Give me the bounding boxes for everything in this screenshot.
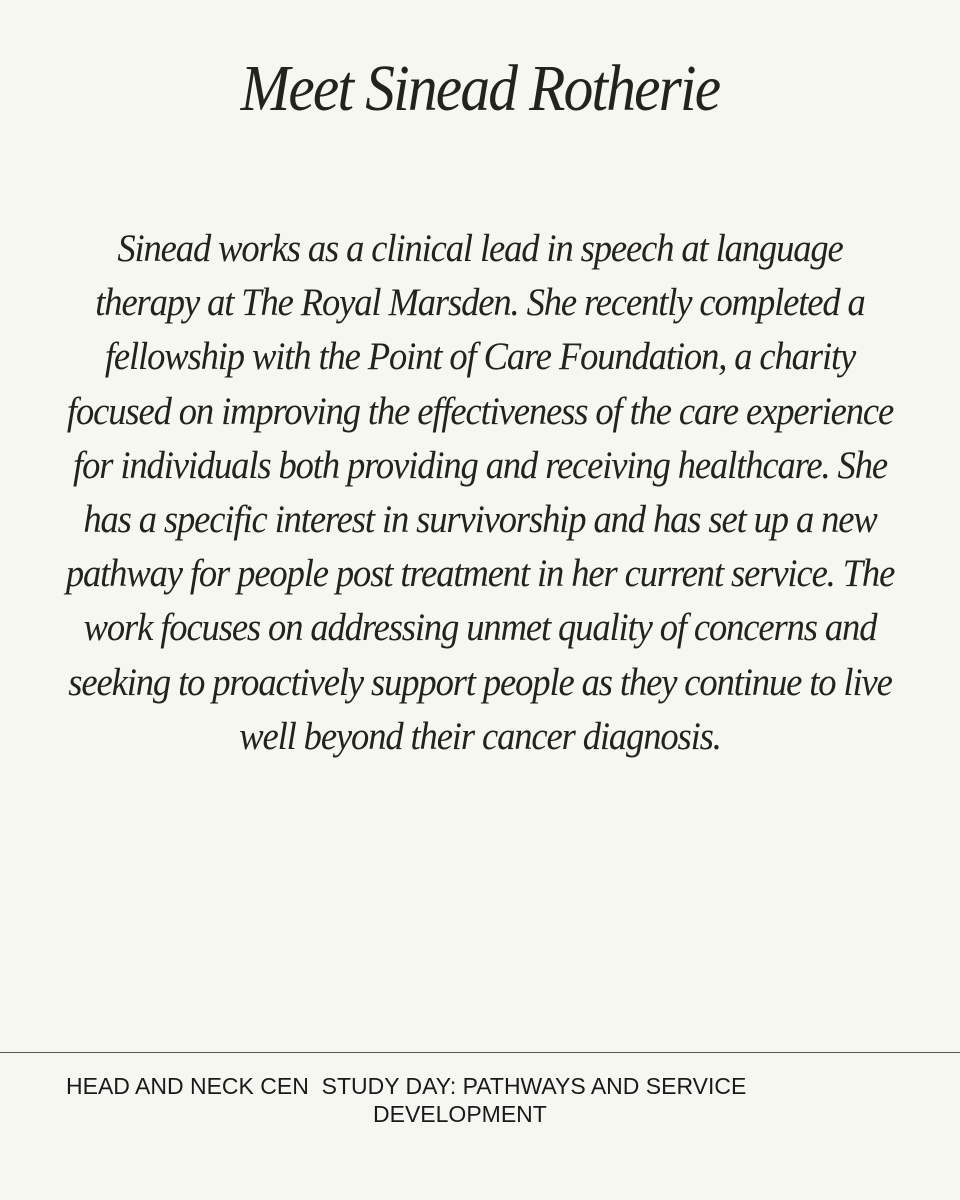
bio-line: Sinead works as a clinical lead in speech at language: [117, 227, 843, 270]
bio-line: for individuals both providing and receiving healthcare. She: [73, 443, 887, 487]
bio-line: seeking to proactively support people as they continue to live: [68, 660, 892, 704]
bio-line: well beyond their cancer diagnosis.: [239, 714, 721, 758]
bio-line: has a specific interest in survivorship and has set up a new: [83, 498, 877, 542]
bio-line: work focuses on addressing unmet quality of concerns and: [83, 606, 877, 650]
bio-line: focused on improving the effectiveness of the care experience: [66, 389, 894, 433]
bio-line: therapy at The Royal Marsden. She recently completed a: [95, 281, 865, 325]
bio-line: fellowship with the Point of Care Foundation, a charity: [104, 335, 856, 379]
footer-line-2: DEVELOPMENT: [373, 1101, 547, 1127]
bio-line: pathway for people post treatment in her current service. The: [65, 552, 895, 596]
page-title: Meet Sinead Rotherie: [240, 52, 720, 125]
footer-line-1: HEAD AND NECK CEN STUDY DAY: PATHWAYS AND SERVICE: [66, 1073, 747, 1099]
footer-event-title: [66, 1072, 906, 1128]
footer-divider: [0, 1052, 960, 1053]
bio-paragraph: [0, 222, 960, 764]
